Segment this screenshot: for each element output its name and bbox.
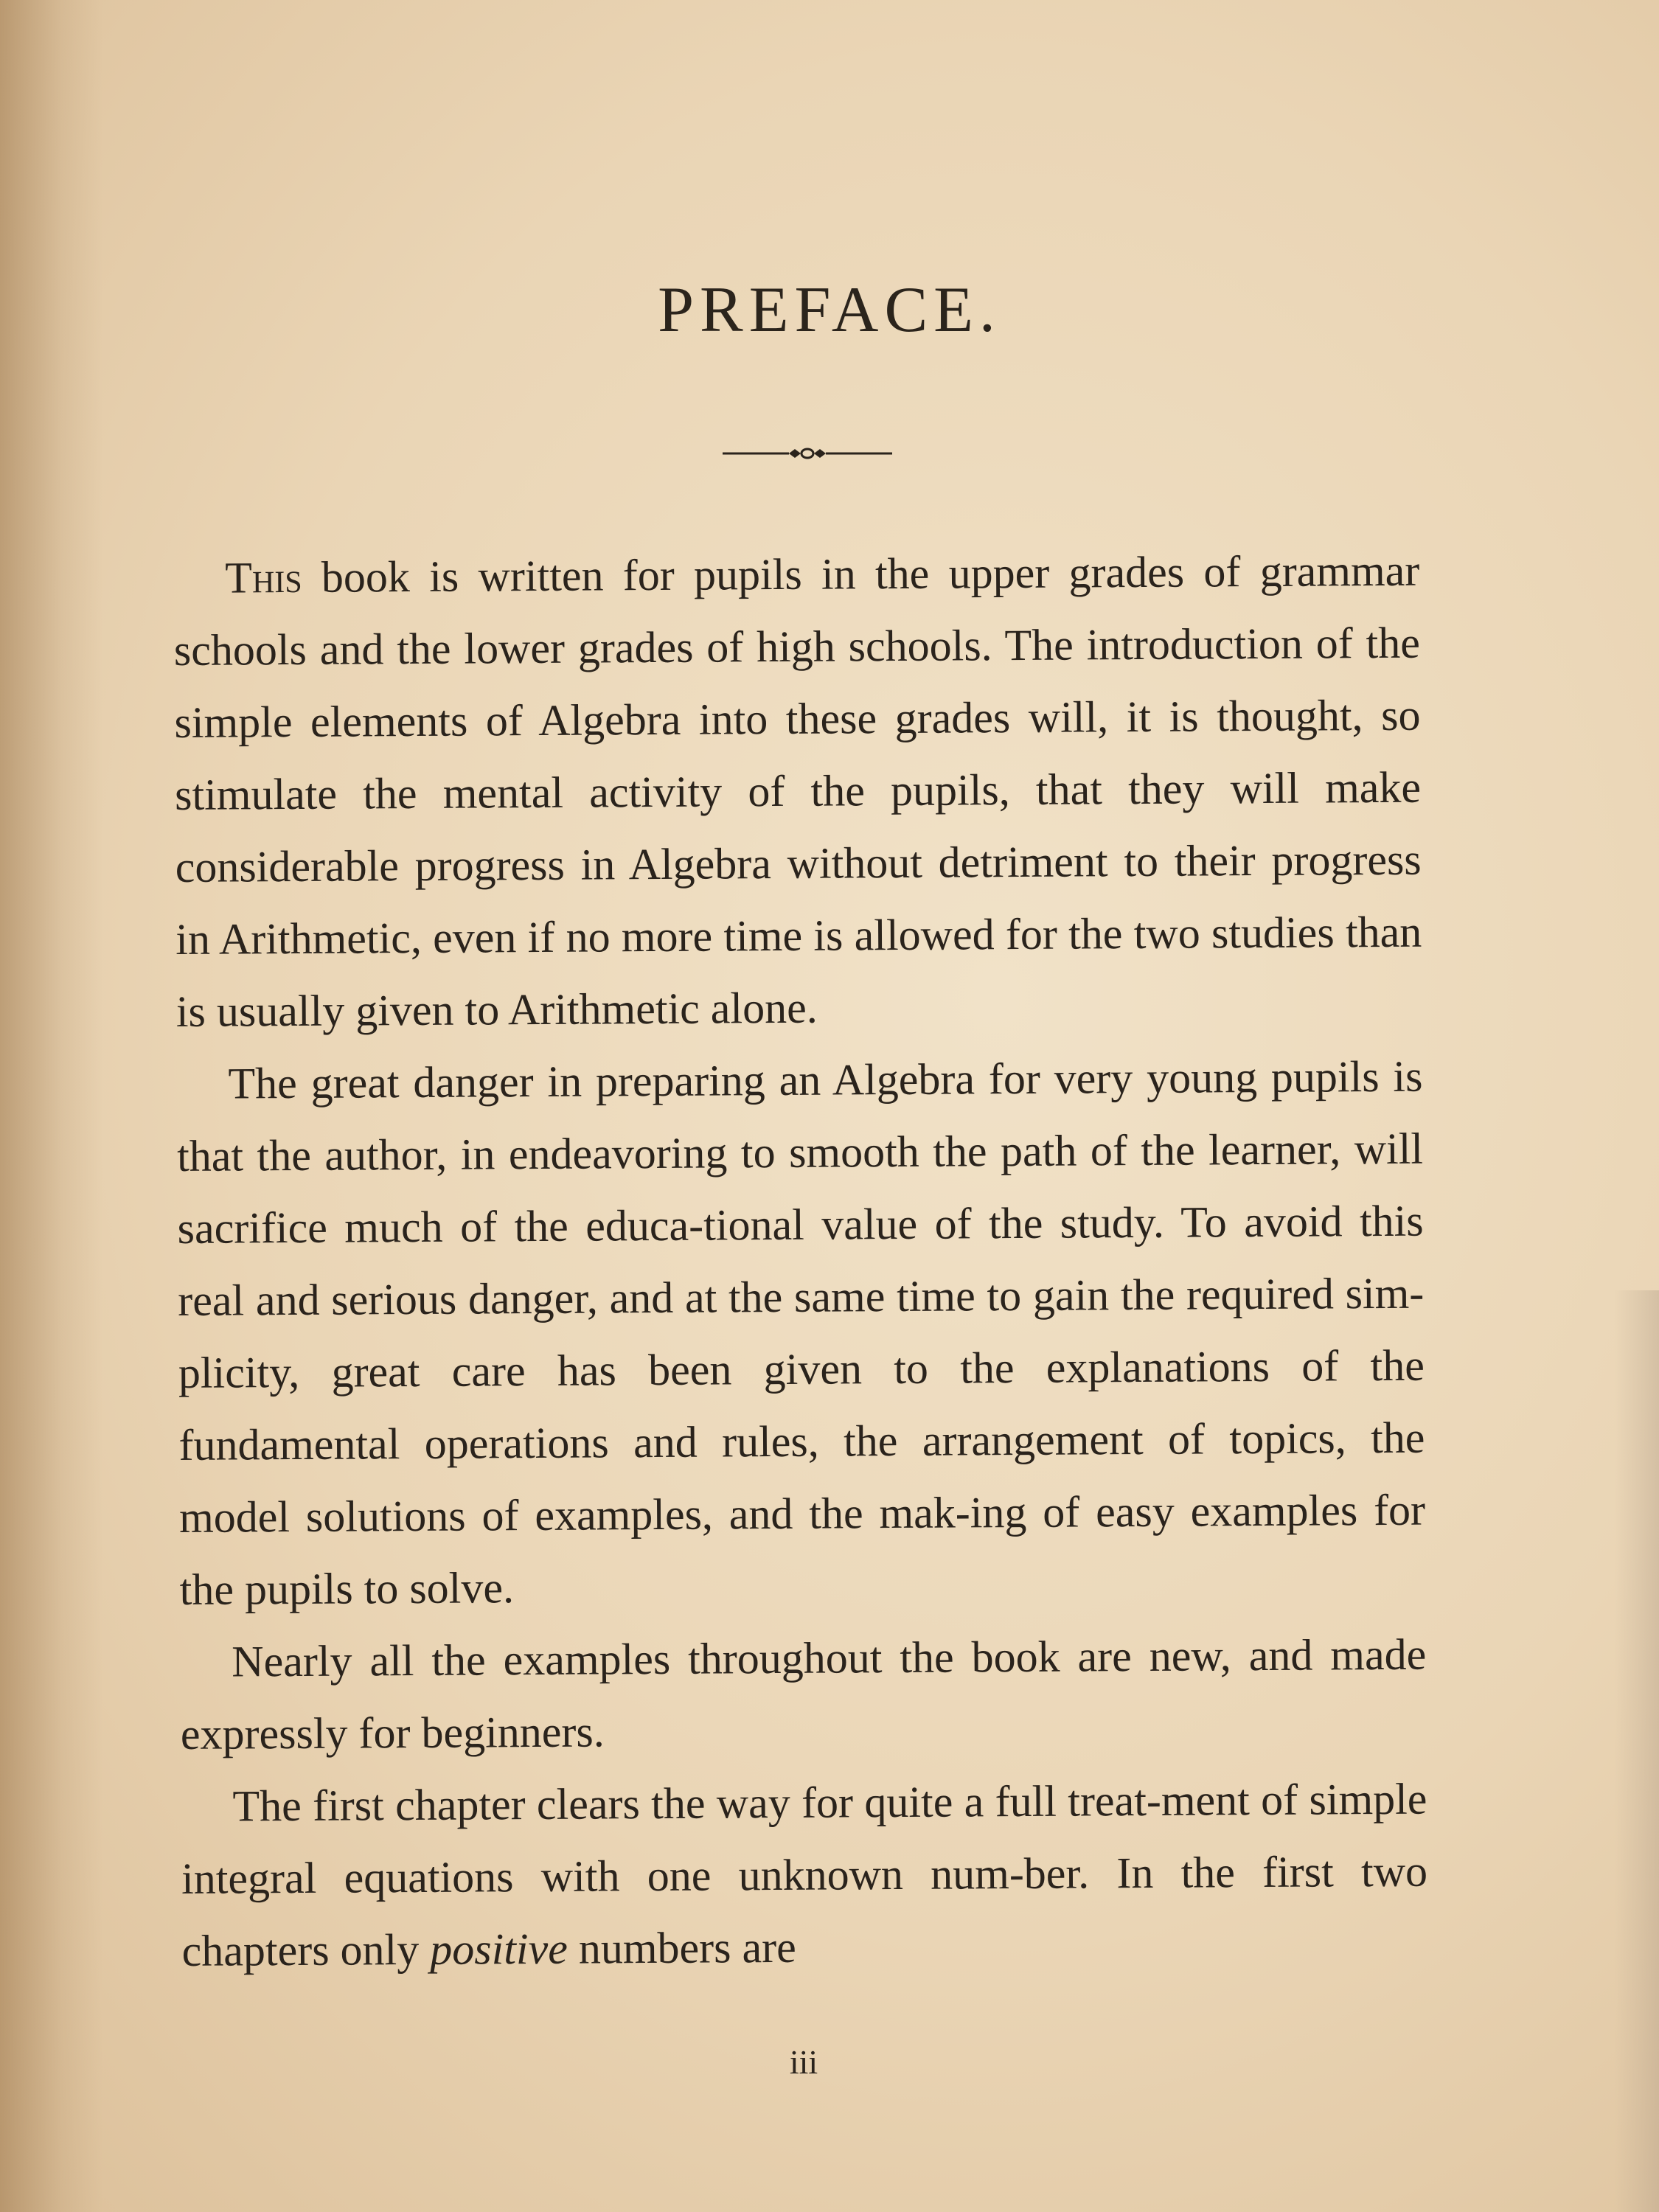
paragraph-1 [173, 535, 1422, 1048]
preface-body [173, 535, 1428, 1987]
paragraph-text: numbers are [567, 1922, 796, 1973]
paragraph-2: The great danger in preparing an Algebra for very young pupils is that the author, in endeavoring to smooth the path of the learner, will sacrifice much of the educa-tional value of the study. To avoid this real and serious danger, and at the same time to gain the required sim-plicity, great care has been given to the explanations of the fundamental operations and rules, the arrangement of topics, the model solutions of examples, and the mak-ing of easy examples for the pupils to solve. [176, 1051, 1426, 1614]
emphasis-word: positive [430, 1924, 568, 1974]
preface-heading: PREFACE. [658, 274, 1001, 346]
ornament-divider [719, 439, 896, 468]
page-edge [1615, 1290, 1659, 2212]
paragraph-4 [181, 1763, 1428, 1987]
paragraph-3: Nearly all the examples throughout the book are new, and made expressly for beginners. [180, 1630, 1427, 1759]
paragraph-lead-word: This [225, 552, 302, 602]
page-number: iii [789, 2043, 818, 2081]
paragraph-text: book is written for pupils in the upper grades of grammar schools and the lower grades of high schools. The introduction of the simple elements of Algebra into these grades will, it is thought, so stimulate the mental activity of the pupils, that they will make considerable progress in Algebra without detriment to their progress in Arithmetic, even if no more time is allowed for the two studies than is usually given to Arithmetic alone. [173, 546, 1422, 1036]
paragraph-text: The first chapter clears the way for quite a full treat-ment of simple integral equations with one unknown num-ber. In the first two chapters only [181, 1774, 1428, 1975]
